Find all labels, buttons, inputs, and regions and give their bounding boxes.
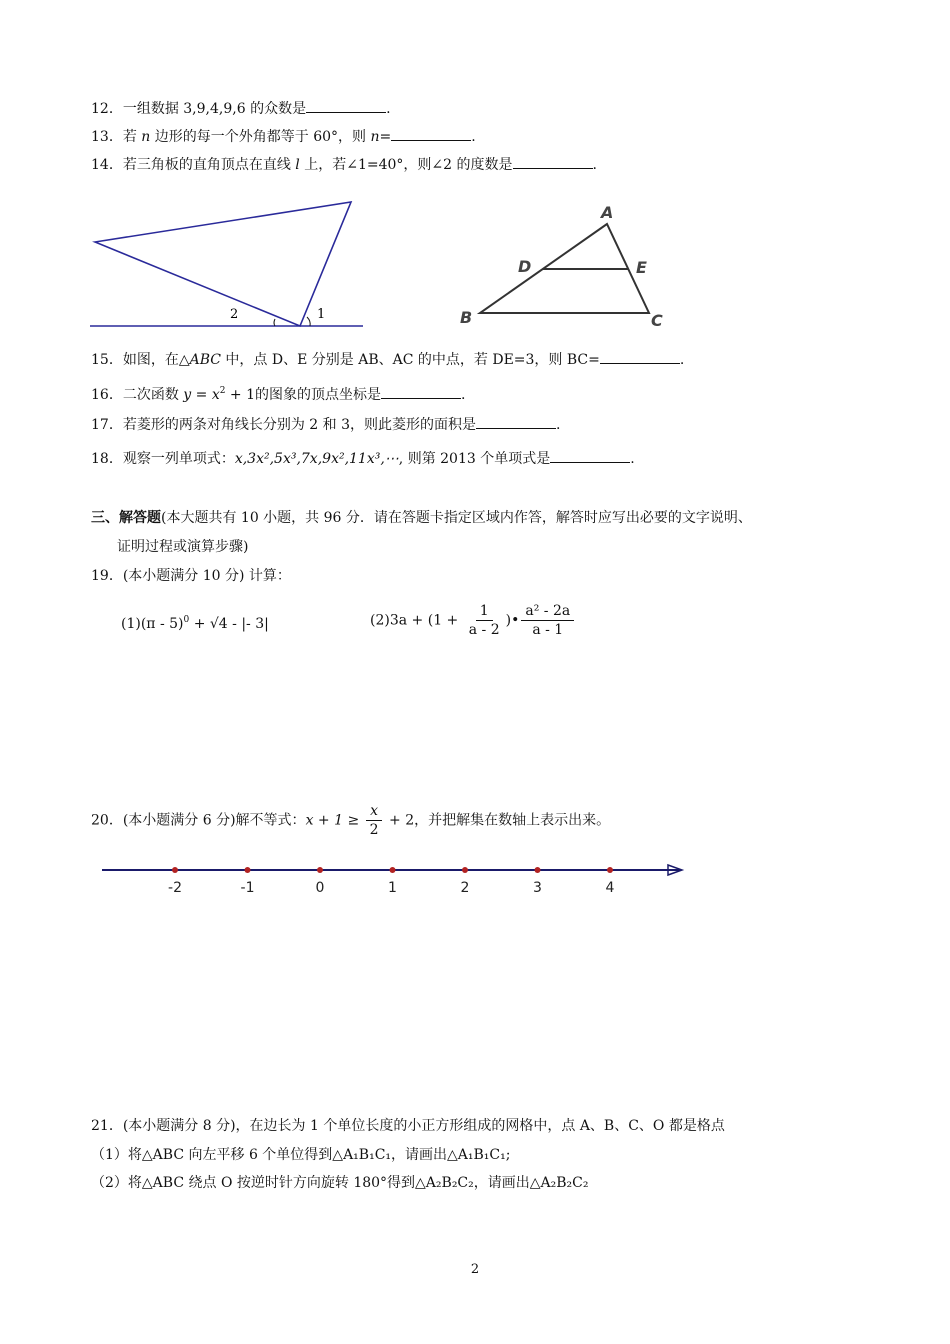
q19-part-1: (1)(π - 5)$^0$ + √4 - |- 3| (121, 615, 269, 632)
angle-1-label: 1 (317, 307, 326, 322)
question-18: 18．观察一列单项式：x,3x²,5x³,7x,9x²,11x³,⋯, 则第 2013 个单项式是 . (91, 448, 635, 469)
figure-15-triangle-abc (455, 200, 685, 335)
tick-label-1: 1 (388, 880, 397, 896)
q19-part-2: (2)3a + (1 + $\frac{1}{a - 2}$ )• $\frac{\text{a² - 2a}}{a - 1}$ (370, 602, 576, 639)
question-21: 21．(本小题满分 8 分)，在边长为 1 个单位长度的小正方形组成的网格中，点 A、B、C、O 都是格点 (91, 1118, 725, 1134)
question-20: 20．(本小题满分 6 分)解不等式：x + 1 ≥ $\frac{x}{2}$ + 2，并把解集在数轴上表示出来。 (91, 803, 611, 838)
question-15: 15．如图，在△ABC 中，点 D、E 分别是 AB、AC 的中点，若 DE=3，则 BC= . (91, 349, 684, 370)
figure-14-triangle-ruler (85, 195, 375, 335)
fraction-2: $\frac{\text{a² - 2a}}{a - 1}$ (521, 602, 574, 639)
label-e: E (636, 258, 647, 277)
tick-label--2: -2 (168, 880, 182, 896)
question-12: 12．一组数据 3,9,4,9,6 的众数是 . (91, 98, 391, 119)
angle-2-label: 2 (230, 307, 239, 322)
tick-point--1 (245, 867, 251, 873)
question-14: 14．若三角板的直角顶点在直线 l 上，若∠1=40°，则∠2 的度数是 . (91, 154, 597, 175)
label-c: C (651, 311, 663, 330)
tick-point-0 (317, 867, 323, 873)
question-16: 16．二次函数 $y = x^2 + 1$的图象的顶点坐标是 . (91, 386, 466, 403)
tick-label-0: 0 (315, 880, 325, 896)
q21-subquestion-1: （1）将△ABC 向左平移 6 个单位得到△A₁B₁C₁，请画出△A₁B₁C₁; (91, 1147, 511, 1163)
tick-point-1 (390, 867, 396, 873)
angle-1-arc (307, 317, 310, 326)
page-number: 2 (470, 1262, 480, 1277)
triangle-ruler (95, 202, 351, 326)
answer-blank[interactable] (550, 448, 630, 463)
tick-label-2: 2 (460, 880, 470, 896)
tick-point--2 (172, 867, 178, 873)
tick-label-4: 4 (605, 880, 615, 896)
question-17: 17．若菱形的两条对角线长分别为 2 和 3，则此菱形的面积是 . (91, 414, 560, 435)
question-19: 19．(本小题满分 10 分) 计算： (91, 568, 291, 584)
question-13: 13．若 n 边形的每一个外角都等于 60°，则 n= . (91, 126, 476, 147)
label-a: A (601, 203, 614, 222)
answer-blank[interactable] (513, 154, 593, 169)
section-3-heading: 三、解答题(本大题共有 10 小题，共 96 分．请在答题卡指定区域内作答，解答时应写出必要的文字说明、 (91, 510, 752, 526)
fraction-1: $\frac{1}{a - 2}$ (468, 603, 500, 638)
section-3-desc-cont: 证明过程或演算步骤) (117, 539, 249, 555)
answer-blank[interactable] (306, 98, 386, 113)
tick-label--1: -1 (240, 880, 255, 896)
label-b: B (460, 308, 473, 327)
answer-blank[interactable] (600, 349, 680, 364)
answer-blank[interactable] (476, 414, 556, 429)
tick-point-3 (535, 867, 541, 873)
tick-point-4 (607, 867, 613, 873)
angle-2-arc (274, 319, 275, 326)
fraction-x-over-2: $\frac{x}{2}$ (366, 802, 383, 839)
answer-blank[interactable] (391, 126, 471, 141)
label-d: D (518, 257, 532, 276)
tick-point-2 (462, 867, 468, 873)
tick-label-3: 3 (533, 880, 542, 896)
q21-subquestion-2: （2）将△ABC 绕点 O 按逆时针方向旋转 180°得到△A₂B₂C₂，请画出△A₂B₂C₂ (91, 1175, 589, 1191)
answer-blank[interactable] (381, 384, 461, 399)
number-line[interactable] (100, 855, 690, 905)
